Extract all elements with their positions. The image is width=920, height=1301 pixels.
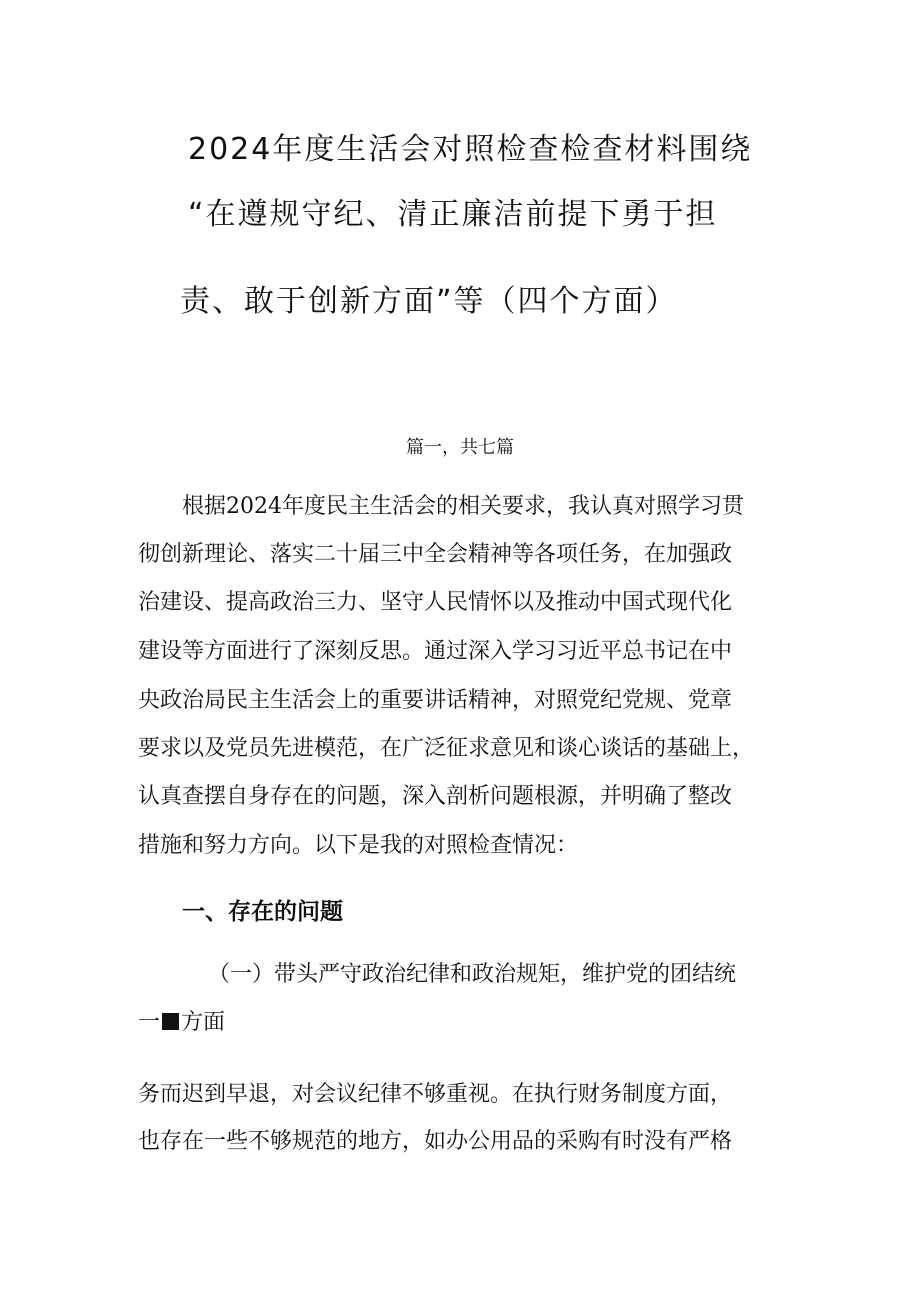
- intro-line-4: 建设等方面进行了深刻反思。通过深入学习习近平总书记在中: [138, 639, 733, 664]
- intro-line-7: 认真查摆自身存在的问题，深入剖析问题根源，并明确了整改: [138, 784, 733, 809]
- intro-line-2: 彻创新理论、落实二十届三中全会精神等各项任务，在加强政: [138, 542, 733, 567]
- document-title-line-3: 责、敢于创新方面”等（四个方面）: [180, 284, 678, 319]
- intro-line-5: 央政治局民主生活会上的重要讲话精神，对照党纪党规、党章: [138, 688, 733, 713]
- intro-line-3: 治建设、提高政治三力、坚守人民情怀以及推动中国式现代化: [138, 590, 733, 615]
- sub-heading-line-2: [138, 1006, 225, 1040]
- continuation-line-1: 务而迟到早退，对会议纪律不够重视。在执行财务制度方面，: [138, 1082, 733, 1107]
- document-subtitle: 篇一，共七篇: [406, 437, 514, 458]
- sub-heading-line-1: （一）带头严守政治纪律和政治规矩，维护党的团结统: [208, 962, 737, 987]
- intro-line-8: 措施和努力方向。以下是我的对照检查情况：: [138, 833, 579, 858]
- document-title-line-1: 2024年度生活会对照检查检查材料围绕: [188, 132, 753, 167]
- intro-line-1: 根据2024年度民主生活会的相关要求，我认真对照学习贯: [182, 494, 744, 519]
- redaction-block-icon: [162, 1013, 179, 1030]
- continuation-line-2: 也存在一些不够规范的地方，如办公用品的采购有时没有严格: [138, 1129, 733, 1154]
- document-title-line-2: “在遵规守纪、清正廉洁前提下勇于担: [188, 197, 718, 232]
- sub-heading-line-2-end: 方面: [181, 1010, 226, 1035]
- section-heading: 一、存在的问题: [182, 899, 343, 925]
- intro-line-6: 要求以及党员先进模范，在广泛征求意见和谈心谈话的基础上，: [138, 736, 755, 761]
- sub-heading-line-2-start: 一: [138, 1010, 161, 1035]
